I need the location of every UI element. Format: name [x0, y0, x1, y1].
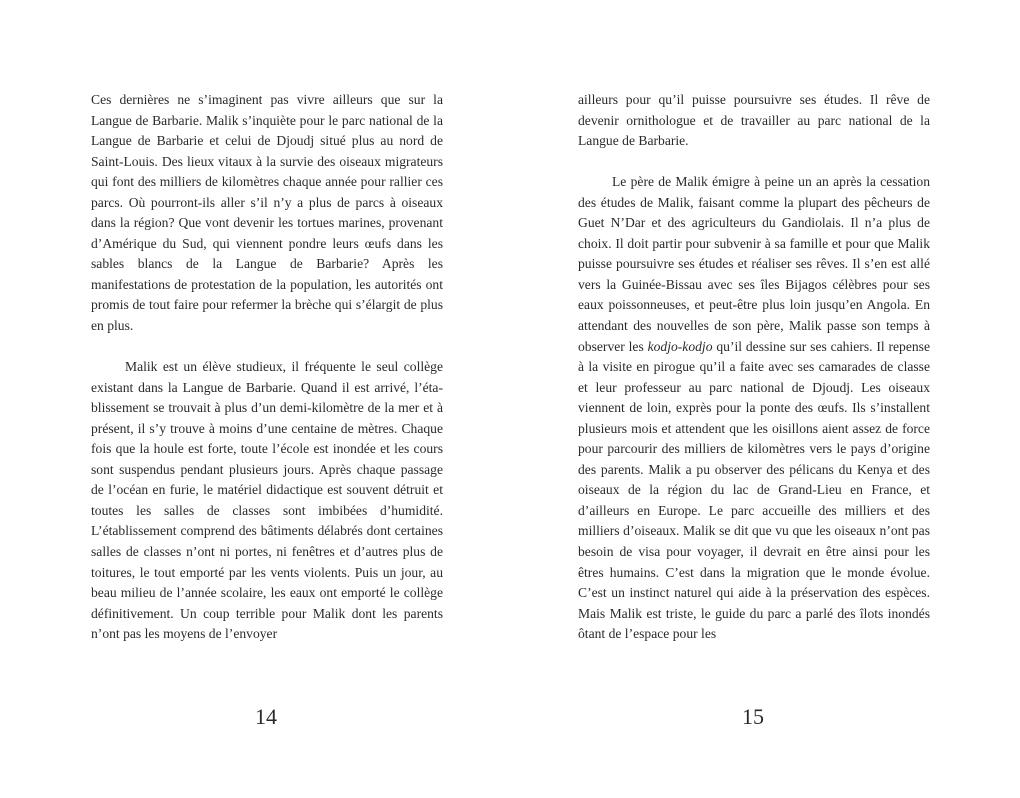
- right-page: [510, 0, 1020, 798]
- paragraph-text: qu’il dessine sur ses cahiers. Il repense à la visite en pirogue qu’il a faite avec ses camarades de classe et leur professeur au parc national de Djoudj. Les oiseaux viennent de loin, exprès pour la ponte des œufs. Ils s’installent plusieurs mois et attendent que les oisillons aient assez de force pour parcourir des milliers de kilomètres vers le pays d’origine des parents. Malik a pu observer des pélicans du Kenya et des oiseaux de la région du lac de Grand-Lieu en France, et d’ailleurs en Europe. Le parc accueille des milliers et des milliers d’oiseaux. Malik se dit que vu que les oiseaux n’ont pas besoin de visa pour voyager, il devrait en être ainsi pour les êtres humains. C’est dans la migration que le monde évolue. C’est un instinct naturel qui aide à la préservation des espèces. Mais Malik est triste, le guide du parc a parlé des îlots inondés ôtant de l’espace pour les: [578, 338, 930, 642]
- paragraph: Ces dernières ne s’imaginent pas vivre ailleurs que sur la Langue de Barbarie. Malik s’inquiète pour le parc national de la Langue de Barbarie et celui de Djoudj situé plus au nord de Saint-Louis. Des lieux vitaux à la survie des oiseaux migrateurs qui font des milliers de kilomètres chaque année pour rallier ces parcs. Où pourront-ils aller s’il n’y a plus de parcs à oiseaux dans la région? Que vont devenir les tortues marines, provenant d’Amérique du Sud, qui viennent pondre leurs œufs dans les sables blancs de la Langue de Barbarie? Après les manifestations de protestation de la population, les autorités ont promis de tout faire pour refermer la brèche qui s’élargit de plus en plus.: [91, 92, 443, 334]
- paragraph: [578, 172, 930, 645]
- right-page-text: [578, 90, 930, 645]
- page-number: 14: [255, 704, 277, 729]
- left-page-text: [91, 90, 443, 645]
- italic-term: kodjo-kodjo: [647, 338, 713, 354]
- page-number: 15: [742, 704, 764, 729]
- paragraph-gap: [91, 337, 443, 358]
- paragraph-text: Le père de Malik émigre à peine un an après la cessation des études de Malik, faisant comme la plupart des pêcheurs de Guet N’Dar et des agriculteurs du Gandiolais. Il n’a plus de choix. Il doit partir pour subvenir à sa famille et pour que Malik puisse poursuivre ses études et réaliser ses rêves. Il s’en est allé vers la Guinée-Bissau avec ses îles Bijagos célèbres pour ses eaux poissonneuses, et peut-être plus loin jusqu’en Angola. En attendant des nouvelles de son père, Malik passe son temps à observer les: [578, 174, 930, 354]
- paragraph: Malik est un élève studieux, il fréquente le seul collège existant dans la Langue de Barbarie. Quand il est arrivé, l’établissement se trouvait à plus d’un demi-kilomètre de la mer et à présent, il s’y trouve à moins d’une centaine de mètres. Chaque fois que la houle est forte, toute l’école est inondée et les cours sont suspendus pendant plusieurs jours. Après chaque passage de l’océan en furie, le matériel didactique est souvent détruit et toutes les salles de classes sont imbibées d’humidité. L’établissement comprend des bâtiments délabrés dont certaines salles de classes n’ont ni portes, ni fenêtres et d’autres plus de toitures, le tout emporté par les vents violents. Puis un jour, au beau milieu de l’année scolaire, les eaux ont emporté le collège définitivement. Un coup terrible pour Malik dont les parents n’ont pas les moyens de l’envoyer: [91, 359, 443, 642]
- paragraph-gap: [578, 152, 930, 173]
- paragraph: ailleurs pour qu’il puisse poursuivre ses études. Il rêve de devenir ornithologue et de travailler au parc national de la Langue de Barbarie.: [578, 92, 930, 149]
